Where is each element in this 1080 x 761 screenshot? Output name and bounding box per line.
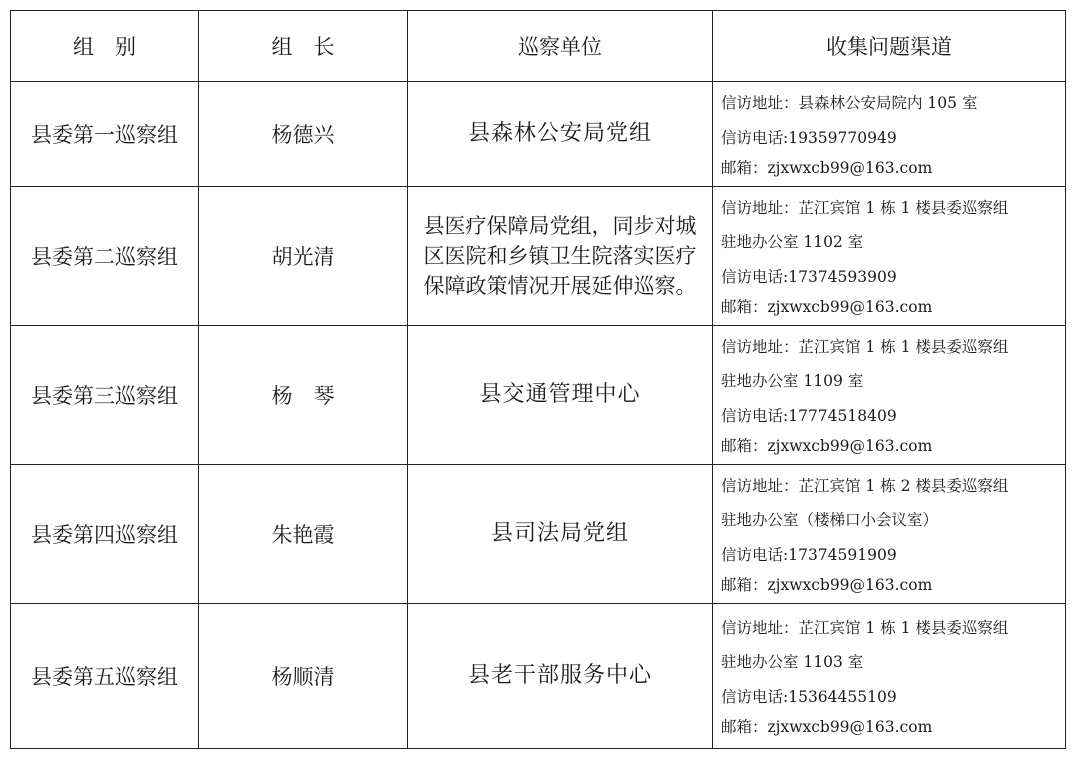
petition-phone: 信访电话:19359770949 [721, 128, 897, 147]
header-row [11, 11, 1066, 82]
email-address: 邮箱：zjxwxcb99@163.com [721, 576, 933, 595]
inspected-unit: 县司法局党组 [408, 465, 713, 604]
petition-address: 信访地址：芷江宾馆 1 栋 2 楼县委巡察组 [721, 476, 1009, 495]
group-name: 县委第五巡察组 [11, 604, 199, 749]
group-name: 县委第一巡察组 [11, 82, 199, 187]
table-row [11, 187, 1066, 326]
group-name: 县委第二巡察组 [11, 187, 199, 326]
contact-channel [713, 326, 1066, 465]
inspected-unit: 县老干部服务中心 [408, 604, 713, 749]
table-row [11, 465, 1066, 604]
contact-channel [713, 604, 1066, 749]
office-room: 驻地办公室 1109 室 [721, 372, 864, 391]
contact-channel [713, 465, 1066, 604]
group-leader: 朱艳霞 [199, 465, 408, 604]
contact-channel [713, 187, 1066, 326]
group-leader: 杨德兴 [199, 82, 408, 187]
table-row [11, 82, 1066, 187]
inspected-unit: 县森林公安局党组 [408, 82, 713, 187]
group-name: 县委第三巡察组 [11, 326, 199, 465]
header-channel: 收集问题渠道 [713, 11, 1066, 82]
group-leader: 杨 琴 [199, 326, 408, 465]
header-unit: 巡察单位 [408, 11, 713, 82]
inspected-unit: 县医疗保障局党组，同步对城区医院和乡镇卫生院落实医疗保障政策情况开展延伸巡察。 [408, 187, 713, 326]
inspected-unit: 县交通管理中心 [408, 326, 713, 465]
petition-phone: 信访电话:17374593909 [721, 267, 897, 286]
group-name: 县委第四巡察组 [11, 465, 199, 604]
group-leader: 胡光清 [199, 187, 408, 326]
email-address: 邮箱：zjxwxcb99@163.com [721, 437, 933, 456]
office-room: 驻地办公室 1102 室 [721, 233, 864, 252]
office-room: 驻地办公室（楼梯口小会议室） [721, 511, 939, 530]
petition-address: 信访地址：县森林公安局院内 105 室 [721, 94, 978, 112]
petition-phone: 信访电话:17774518409 [721, 406, 897, 425]
header-group: 组 别 [11, 11, 199, 82]
table-row [11, 326, 1066, 465]
petition-address: 信访地址：芷江宾馆 1 栋 1 楼县委巡察组 [721, 198, 1009, 217]
email-address: 邮箱：zjxwxcb99@163.com [721, 718, 933, 737]
petition-phone: 信访电话:17374591909 [721, 545, 897, 564]
petition-address: 信访地址：芷江宾馆 1 栋 1 楼县委巡察组 [721, 337, 1009, 356]
table-row [11, 604, 1066, 749]
email-address: 邮箱：zjxwxcb99@163.com [721, 298, 933, 317]
contact-channel [713, 82, 1066, 187]
email-address: 邮箱：zjxwxcb99@163.com [721, 159, 933, 177]
petition-address: 信访地址：芷江宾馆 1 栋 1 楼县委巡察组 [721, 618, 1009, 637]
petition-phone: 信访电话:15364455109 [721, 687, 897, 706]
header-leader: 组 长 [199, 11, 408, 82]
office-room: 驻地办公室 1103 室 [721, 653, 864, 672]
group-leader: 杨顺清 [199, 604, 408, 749]
inspection-table [10, 10, 1066, 749]
